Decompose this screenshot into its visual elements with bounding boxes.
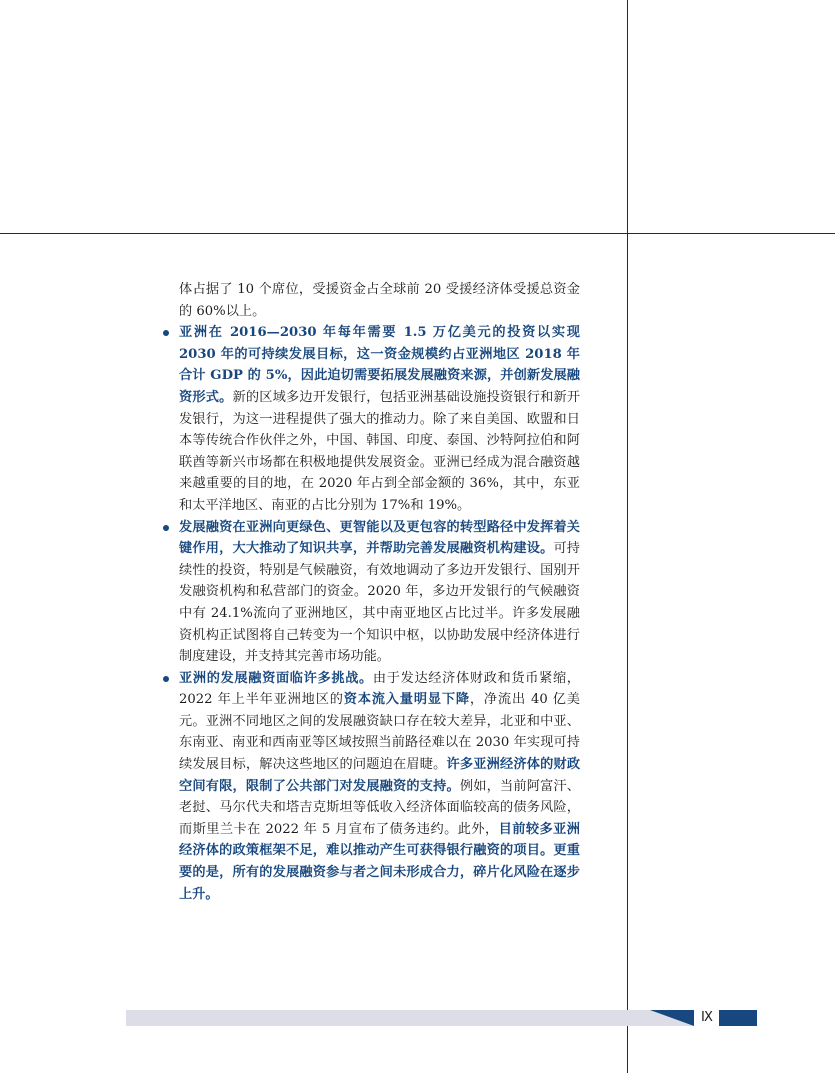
bullet-highlight: 亚洲在 2016—2030 年每年需要 1.5 万亿美元的投资以实现 2030 年的可持续发展目标，这一资金规模约占亚洲地区 2018 年合计 GDP 的 5%，因此迫切需要拓展发展融资来源，并创新发展融资形式。: [179, 325, 580, 405]
bullet-text: 新的区域多边开发银行，包括亚洲基础设施投资银行和新开发银行，为这一进程提供了强大的推动力。除了来自美国、欧盟和日本等传统合作伙伴之外，中国、韩国、印度、泰国、沙特阿拉伯和阿联酋等新兴市场都在积极地提供发展资金。亚洲已经成为混合融资越来越重要的目的地，在 2020 年占到全部金额的 36%，其中，东亚和太平洋地区、南亚的占比分别为 17%和 19%。: [179, 389, 581, 513]
bullet-text: 例如，当前阿富汗、老挝、马尔代夫和塔吉克斯坦等低收入经济体面临较高的债务风险，而斯里兰卡在 2022 年 5 月宣布了债务违约。此外，: [179, 778, 580, 837]
continuation-paragraph: 体占据了 10 个席位，受援资金占全球前 20 受援经济体受援总资金的 60%以上。: [179, 282, 580, 319]
bullet-text: 由于发达经济体财政和货币紧缩，2022 年上半年亚洲地区的: [179, 670, 580, 708]
bullet-highlight: 发展融资在亚洲向更绿色、更智能以及更包容的转型路径中发挥着关键作用，大大推动了知识共享，并帮助完善发展融资机构建设。: [179, 519, 580, 557]
bullet-highlight: 资本流入量明显下降: [343, 692, 470, 708]
bullet-highlight: 目前较多亚洲经济体的政策框架不足，难以推动产生可获得银行融资的项目。更重要的是，所有的发展融资参与者之间未形成合力，碎片化风险在逐步上升。: [179, 821, 580, 902]
bullet-dot-icon: [163, 676, 169, 682]
bullet-text: 可持续性的投资，特别是气候融资，有效地调动了多边开发银行、国别开发融资机构和私营部门的资金。2020 年，多边开发银行的气候融资中有 24.1%流向了亚洲地区，其中南亚地区占比过半。许多发展融资机构正试图将自己转变为一个知识中枢，以协助发展中经济体进行制度建设，并支持其完善市场功能。: [179, 541, 580, 665]
footer-bar: [126, 1010, 694, 1026]
bullet-highlight: 许多亚洲经济体的财政空间有限，限制了公共部门对发展融资的支持。: [179, 757, 581, 794]
document-body: [162, 279, 580, 905]
bullet-dot-icon: [163, 330, 169, 336]
bullet-item: [162, 517, 580, 668]
footer-accent-block: [719, 1010, 757, 1026]
bullet-list: [162, 322, 580, 905]
horizontal-crop-line: [0, 233, 835, 234]
bullet-item: [162, 668, 580, 906]
page-number: Ⅸ: [701, 1010, 713, 1025]
bullet-text: ，净流出 40 亿美元。亚洲不同地区之间的发展融资缺口存在较大差异，北亚和中亚、东南亚、南亚和西南亚等区域按照当前路径难以在 2030 年实现可持续发展目标，解决这些地区的问题迫在眉睫。: [179, 692, 580, 773]
bullet-item: [162, 322, 580, 516]
bullet-dot-icon: [163, 525, 169, 531]
vertical-crop-line: [627, 0, 628, 1073]
bullet-highlight: 亚洲的发展融资面临许多挑战。: [179, 670, 373, 686]
footer-accent-triangle: [650, 1010, 694, 1026]
